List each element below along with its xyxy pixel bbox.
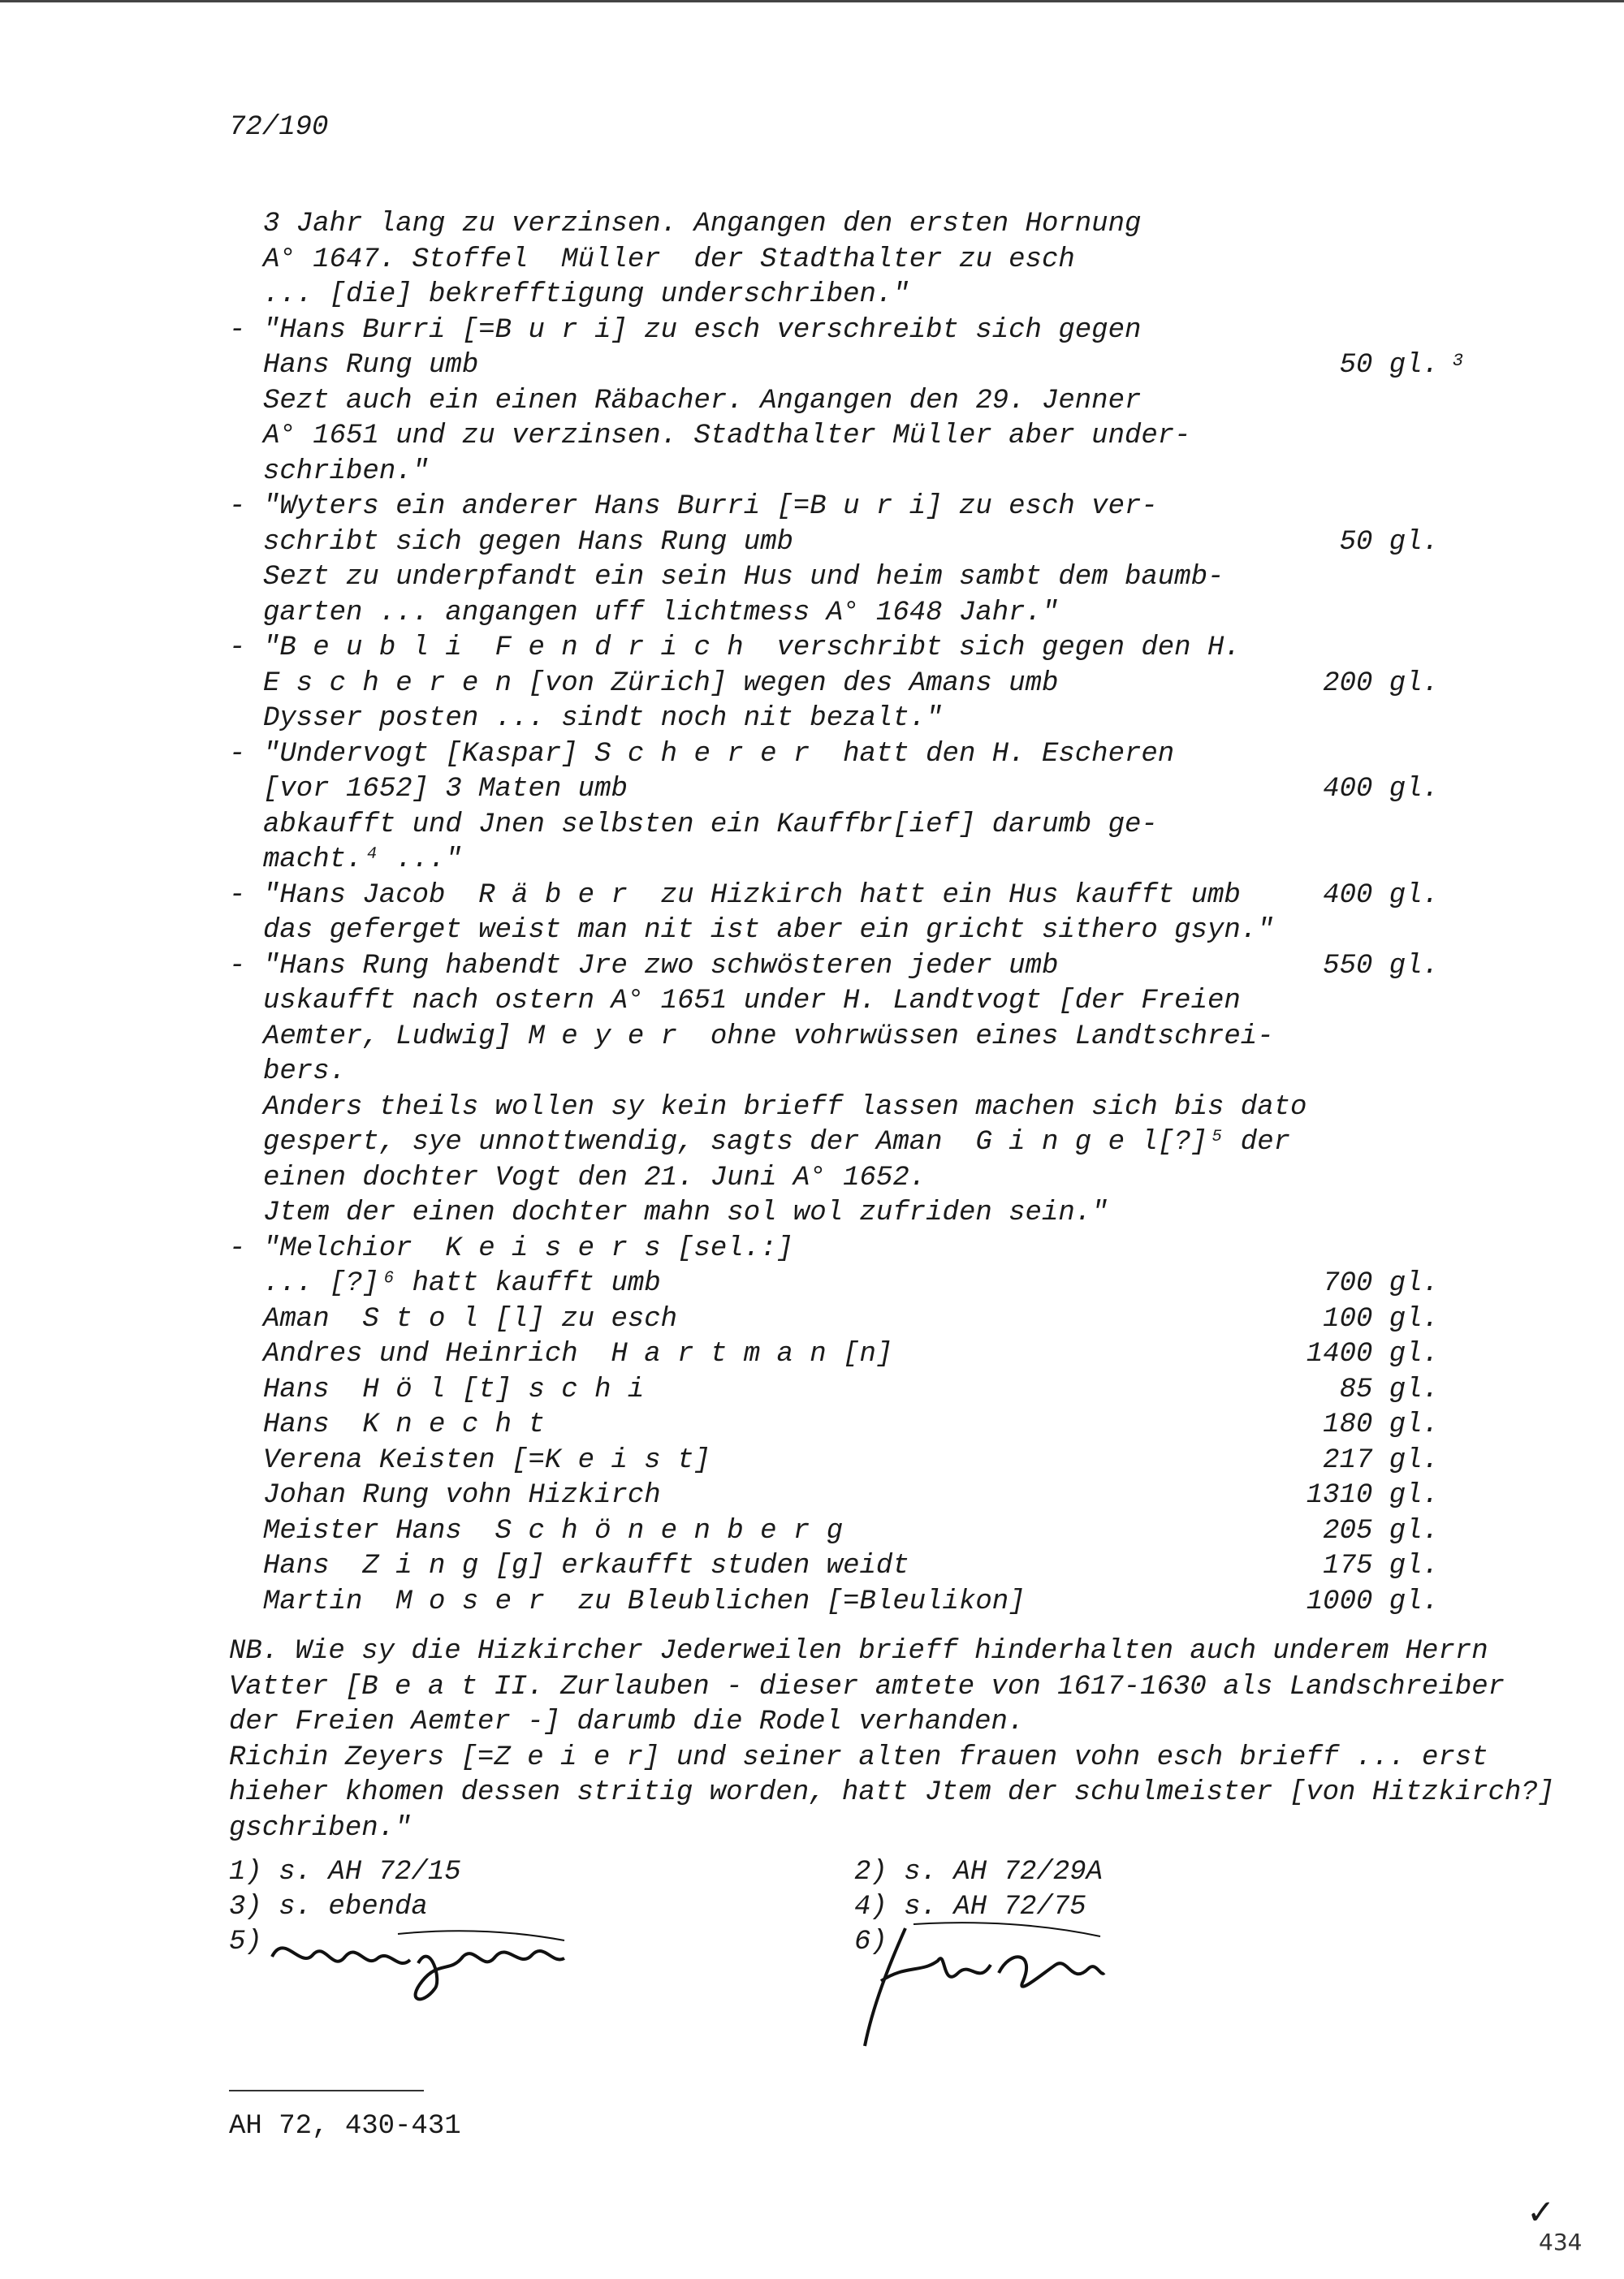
text-line <box>229 243 1528 278</box>
text-line <box>229 1302 1528 1338</box>
text-line <box>229 560 1528 596</box>
line-text: "Hans Rung habendt Jre zwo schwösteren jeder umb <box>263 950 1059 982</box>
line-text: "Hans Jacob R ä b e r zu Hizkirch hatt ein Hus kaufft umb <box>263 879 1241 911</box>
line-text: ... [?]⁶ hatt kaufft umb <box>263 1268 661 1299</box>
nb-line-text: Richin Zeyers [=Z e i e r] und seiner alten frauen vohn esch brieff ... erst <box>229 1742 1488 1773</box>
archive-number: 434 <box>1539 2229 1583 2255</box>
amount: 217 gl. <box>1323 1444 1439 1476</box>
line-text: bers. <box>263 1056 347 1087</box>
text-line <box>229 1478 1528 1514</box>
line-text: macht.⁴ ..." <box>263 844 462 875</box>
text-line <box>229 348 1528 384</box>
footnote-2: 2) s. AH 72/29A <box>854 1857 1104 1888</box>
nb-line-text: Vatter [B e a t II. Zurlauben - dieser amtete von 1617-1630 als Landschreiber <box>229 1671 1505 1703</box>
line-text: Sezt auch ein einen Räbacher. Angangen den 29. Jenner <box>263 385 1142 417</box>
amount: 205 gl. <box>1323 1515 1439 1547</box>
amount: 50 gl. <box>1339 526 1439 558</box>
entry-dash: - <box>229 738 246 770</box>
line-text: ... [die] bekrefftigung underschriben." <box>263 279 909 310</box>
amount: 180 gl. <box>1323 1409 1439 1440</box>
line-text: schribt sich gegen Hans Rung umb <box>263 526 793 558</box>
nb-line <box>229 1811 1528 1847</box>
line-text: "Undervogt [Kaspar] S c h e r e r hatt den H. Escheren <box>263 738 1175 770</box>
text-line <box>229 596 1528 632</box>
entry-dash: - <box>229 632 246 663</box>
entry-dash: - <box>229 950 246 982</box>
footnote-rule <box>229 2090 424 2091</box>
line-text: Anders theils wollen sy kein brieff lassen machen sich bis dato <box>263 1091 1307 1123</box>
text-line <box>229 490 1528 525</box>
text-line <box>229 913 1528 949</box>
text-line <box>229 384 1528 420</box>
nb-line-text: der Freien Aemter -] darumb die Rodel verhanden. <box>229 1707 1025 1737</box>
source-reference: AH 72, 430-431 <box>229 2111 461 2142</box>
line-text: A° 1651 und zu verzinsen. Stadthalter Müller aber under- <box>263 421 1191 451</box>
footnote-5: 5) <box>229 1927 262 1957</box>
footnote-6: 6) <box>854 1927 888 1957</box>
nb-line <box>229 1705 1528 1741</box>
line-text: Sezt zu underpfandt ein sein Hus und heim sambt dem baumb- <box>263 562 1224 593</box>
text-line <box>229 1337 1528 1373</box>
line-text: Aman S t o l [l] zu esch <box>263 1303 678 1335</box>
text-line <box>229 1549 1528 1585</box>
entry-dash: - <box>229 314 246 346</box>
text-line <box>229 1373 1528 1409</box>
line-text: "Wyters ein anderer Hans Burri [=B u r i] zu esch ver- <box>263 491 1158 522</box>
amount: 175 gl. <box>1323 1551 1439 1582</box>
amount: 200 gl. <box>1323 667 1439 699</box>
line-text: Martin M o s e r zu Bleublichen [=Bleulikon] <box>263 1586 1026 1617</box>
text-line <box>229 1055 1528 1090</box>
amount: 700 gl. <box>1323 1268 1439 1299</box>
text-line <box>229 1196 1528 1232</box>
line-text: Hans H ö l [t] s c h i <box>263 1374 645 1405</box>
line-text: A° 1647. Stoffel Müller der Stadthalter zu esch <box>263 244 1075 275</box>
amount: 1310 gl. <box>1306 1480 1439 1511</box>
amount: 400 gl. <box>1323 774 1439 805</box>
page-reference: 72/190 <box>229 112 329 143</box>
line-text: Hans Z i n g [g] erkaufft studen weidt <box>263 1551 909 1582</box>
nb-line <box>229 1741 1528 1776</box>
footnote-3: 3) s. ebenda <box>229 1892 428 1923</box>
line-text: "B e u b l i F e n d r i c h verschribt sich gegen den H. <box>263 632 1241 663</box>
footnote-marker: 3 <box>1452 351 1463 371</box>
text-line <box>229 1514 1528 1550</box>
text-line <box>229 1444 1528 1479</box>
footnote-1: 1) s. AH 72/15 <box>229 1857 461 1888</box>
amount: 1400 gl. <box>1306 1339 1439 1370</box>
checkmark: ✓ <box>1527 2192 1556 2232</box>
nb-line <box>229 1634 1528 1670</box>
entry-dash: - <box>229 491 246 522</box>
text-line <box>229 1585 1528 1621</box>
line-text: E s c h e r e n [von Zürich] wegen des Amans umb <box>263 667 1059 699</box>
text-line <box>229 419 1528 455</box>
line-text: Johan Rung vohn Hizkirch <box>263 1480 661 1511</box>
text-line <box>229 525 1528 561</box>
nb-line-text: NB. Wie sy die Hizkircher Jederweilen brieff hinderhalten auch underem Herrn <box>229 1636 1488 1667</box>
text-line <box>229 278 1528 313</box>
text-line <box>229 207 1528 243</box>
line-text: Hans K n e c h t <box>263 1409 545 1440</box>
handwritten-signature-5 <box>268 1924 577 2014</box>
line-text: [vor 1652] 3 Maten umb <box>263 774 628 805</box>
line-text: Jtem der einen dochter mahn sol wol zufriden sein." <box>263 1198 1108 1228</box>
text-line <box>229 878 1528 914</box>
line-text: das geferget weist man nit ist aber ein gricht sithero gsyn." <box>263 915 1274 946</box>
footnote-row <box>229 1855 1528 1890</box>
line-text: abkaufft und Jnen selbsten ein Kauffbr[ief] darumb ge- <box>263 809 1158 840</box>
amount: 400 gl. <box>1323 879 1439 911</box>
top-border <box>0 0 1624 2</box>
text-line <box>229 1267 1528 1302</box>
entry-dash: - <box>229 1232 246 1264</box>
line-text: Verena Keisten [=K e i s t] <box>263 1444 710 1476</box>
text-line <box>229 455 1528 490</box>
text-line <box>229 631 1528 667</box>
entry-dash: - <box>229 879 246 911</box>
line-text: gespert, sye unnottwendig, sagts der Aman G i n g e l[?]⁵ der <box>263 1127 1291 1158</box>
amount: 1000 gl. <box>1306 1586 1439 1617</box>
line-text: Meister Hans S c h ö n e n b e r g <box>263 1515 844 1547</box>
amount: 85 gl. <box>1339 1374 1439 1405</box>
text-line <box>229 984 1528 1020</box>
text-line <box>229 1408 1528 1444</box>
text-line <box>229 1125 1528 1161</box>
nb-line <box>229 1776 1555 1811</box>
text-line <box>229 772 1528 808</box>
text-line <box>229 701 1528 737</box>
line-text: 3 Jahr lang zu verzinsen. Angangen den ersten Hornung <box>263 209 1142 240</box>
handwritten-signature-6 <box>857 1916 1108 2054</box>
line-text: Dysser posten ... sindt noch nit bezalt." <box>263 703 943 734</box>
text-line <box>229 1161 1528 1197</box>
text-line <box>229 1232 1528 1267</box>
nb-paragraph <box>229 1634 1555 1846</box>
line-text: Hans Rung umb <box>263 350 479 381</box>
line-text: "Melchior K e i s e r s [sel.:] <box>263 1232 793 1264</box>
line-text: garten ... angangen uff lichtmess A° 1648 Jahr." <box>263 597 1059 628</box>
line-text: Aemter, Ludwig] M e y e r ohne vohrwüssen eines Landtschrei- <box>263 1021 1274 1052</box>
footnote-4: 4) s. AH 72/75 <box>854 1892 1086 1923</box>
line-text: uskaufft nach ostern A° 1651 under H. Landtvogt [der Freien <box>263 986 1241 1016</box>
nb-line-text: gschriben." <box>229 1812 412 1844</box>
text-line <box>229 667 1528 702</box>
text-line <box>229 843 1528 878</box>
amount: 550 gl. <box>1323 950 1439 982</box>
amount: 100 gl. <box>1323 1303 1439 1335</box>
nb-line-text: hieher khomen dessen stritig worden, hatt Jtem der schulmeister [von Hitzkirch?] <box>229 1777 1555 1808</box>
line-text: einen dochter Vogt den 21. Juni A° 1652. <box>263 1162 926 1193</box>
line-text: schriben." <box>263 455 430 487</box>
text-line <box>229 737 1528 773</box>
text-line <box>229 1090 1528 1126</box>
amount: 50 gl. <box>1339 350 1439 381</box>
line-text: "Hans Burri [=B u r i] zu esch verschreibt sich gegen <box>263 314 1142 346</box>
text-line <box>229 313 1528 349</box>
text-line <box>229 1020 1528 1055</box>
text-line <box>229 808 1528 844</box>
text-line <box>229 949 1528 985</box>
line-text: Andres und Heinrich H a r t m a n [n] <box>263 1339 893 1370</box>
nb-line <box>229 1670 1528 1706</box>
document-body <box>229 207 1555 1846</box>
